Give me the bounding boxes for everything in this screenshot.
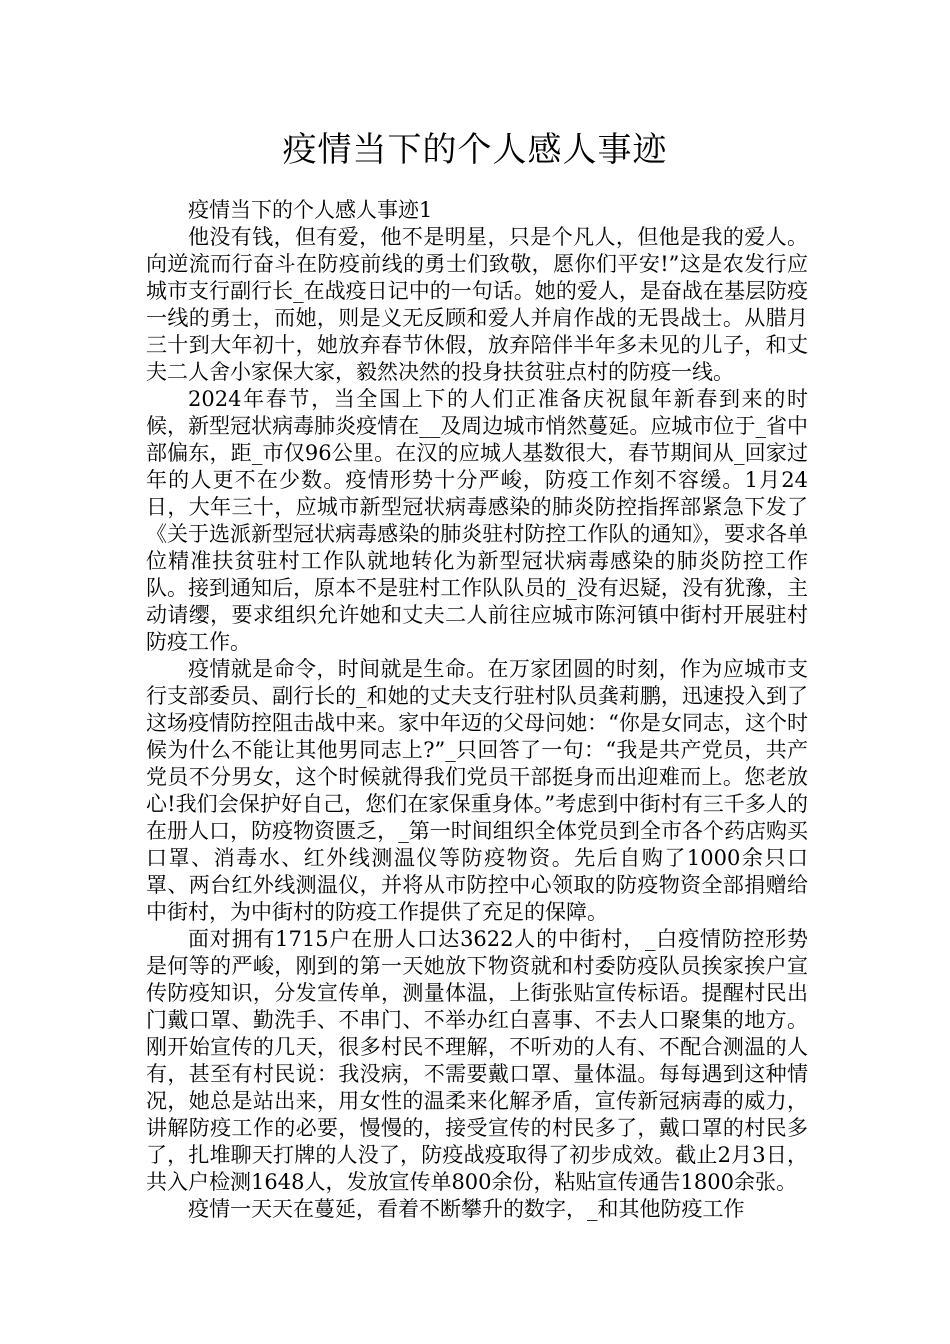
paragraph: 2024年春节，当全国上下的人们正准备庆祝鼠年新春到来的时候，新型冠状病毒肺炎疫情在__及周边城市悄然蔓延。应城市位于_省中部偏东，距_市仅96公里。在汉的应城人基数很大，春节期间从_回家过年的人更不在少数。疫情形势十分严峻，防疫工作刻不容缓。1月24日，大年三十，应城市新型冠状病毒感染的肺炎防控指挥部紧急下发了《关于选派新型冠状病毒感染的肺炎驻村防控工作队的通知》，要求各单位精准扶贫驻村工作队就地转化为新型冠状病毒感染的肺炎防控工作队。接到通知后，原本不是驻村工作队队员的_没有迟疑，没有犹豫，主动请缨，要求组织允许她和丈夫二人前往应城市陈河镇中街村开展驻村防疫工作。 — [146, 387, 808, 654]
paragraph: 疫情就是命令，时间就是生命。在万家团圆的时刻，作为应城市支行支部委员、副行长的_和她的丈夫支行驻村队员龚莉鹏，迅速投入到了这场疫情防控阻击战中来。家中年迈的父母问她：“你是女同志，这个时候为什么不能让其他男同志上?”_只回答了一句：“我是共产党员，共产党员不分男女，这个时候就得我们党员干部挺身而出迎难而上。您老放心!我们会保护好自己，您们在家保重身体。”考虑到中街村有三千多人的在册人口，防疫物资匮乏，_第一时间组织全体党员到全市各个药店购买口罩、消毒水、红外线测温仪等防疫物资。先后自购了1000余只口罩、两台红外线测温仪，并将从市防控中心领取的防疫物资全部捐赠给中街村，为中街村的防疫工作提供了充足的保障。 — [146, 657, 808, 924]
document-title: 疫情当下的个人感人事迹 — [282, 130, 668, 170]
paragraph: 他没有钱，但有爱，他不是明星，只是个凡人，但他是我的爱人。向逆流而行奋斗在防疫前线的勇士们致敬，愿你们平安!”这是农发行应城市支行副行长_在战疫日记中的一句话。她的爱人，是奋战在基层防疫一线的勇士，而她，则是义无反顾和爱人并肩作战的无畏战士。从腊月三十到大年初十，她放弃春节休假，放弃陪伴半年多未见的儿子，和丈夫二人舍小家保大家，毅然决然的投身扶贫驻点村的防疫一线。 — [146, 225, 808, 384]
paragraph-truncated: 疫情一天天在蔓延，看着不断攀升的数字，_和其他防疫工作 — [188, 1197, 745, 1221]
article-subtitle: 疫情当下的个人感人事迹1 — [188, 198, 433, 222]
paragraph: 面对拥有1715户在册人口达3622人的中街村，_白疫情防控形势是何等的严峻，刚到的第一天她放下物资就和村委防疫队员挨家挨户宣传防疫知识，分发宣传单，测量体温，上街张贴宣传标语。提醒村民出门戴口罩、勤洗手、不串门、不举办红白喜事、不去人口聚集的地方。刚开始宣传的几天，很多村民不理解，不听劝的人有、不配合测温的人有，甚至有村民说：我没病，不需要戴口罩、量体温。每每遇到这种情况，她总是站出来，用女性的温柔来化解矛盾，宣传新冠病毒的威力，讲解防疫工作的必要，慢慢的，接受宣传的村民多了，戴口罩的村民多了，扎堆聊天打牌的人没了，防疫战疫取得了初步成效。截止2月3日，共入户检测1648人，发放宣传单800余份，粘贴宣传通告1800余张。 — [146, 927, 808, 1194]
document-body — [146, 197, 808, 1223]
